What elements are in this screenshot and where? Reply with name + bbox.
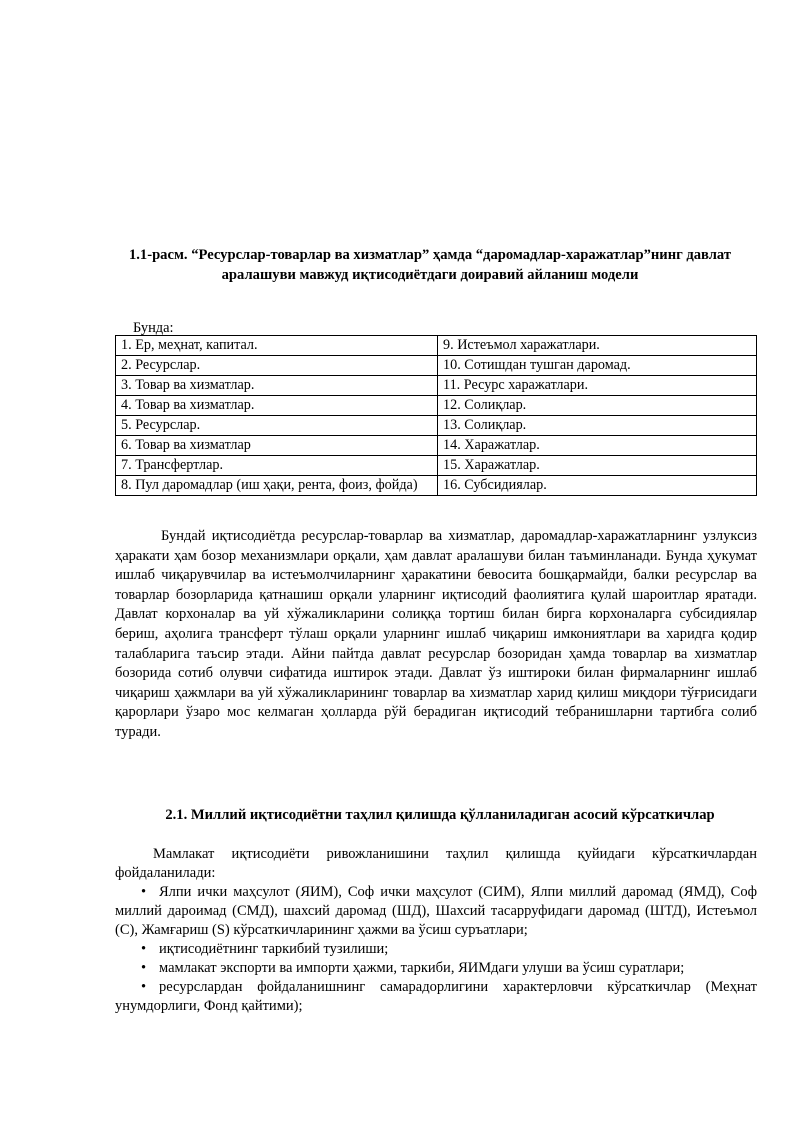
legend-cell: 6. Товар ва хизматлар [116, 436, 438, 456]
bullet-icon: • [141, 960, 147, 976]
table-row [116, 456, 757, 476]
bullet-icon: • [141, 884, 147, 900]
list-item-text: Ялпи ички маҳсулот (ЯИМ), Соф ички маҳсулот (СИМ), Ялпи миллий даромад (ЯМД), Соф миллий дароимад (СМД), шахсий даромад (ШД), Шахсий тасарруфидаги даромад (ШТД), Истеъмол (С), Жамғариш (S) кўрсаткичларининг ҳажми ва ўсиш суръатлари; [115, 884, 757, 938]
list-item [115, 959, 757, 978]
legend-cell: 2. Ресурслар. [116, 356, 438, 376]
legend-cell: 15. Харажатлар. [438, 456, 757, 476]
bullet-icon: • [141, 941, 147, 957]
legend-cell: 3. Товар ва хизматлар. [116, 376, 438, 396]
list-item-text: иқтисодиётнинг таркибий тузилиши; [159, 941, 389, 957]
legend-cell: 10. Сотишдан тушган даромад. [438, 356, 757, 376]
list-item [115, 940, 757, 959]
table-row [116, 476, 757, 496]
legend-cell: 11. Ресурс харажатлари. [438, 376, 757, 396]
list-item [115, 978, 757, 1016]
legend-cell: 14. Харажатлар. [438, 436, 757, 456]
body-paragraph: Бундай иқтисодиётда ресурслар-товарлар ва хизматлар, даромадлар-харажатларнинг узлуксиз ҳаракати ҳам бозор механизмлари орқали, ҳам давлат аралашуви билан таъминланади. Бунда ҳукумат ишлаб чиқарувчилар ва истеъмолчиларнинг ҳаракатини бевосита бошқармайди, балки ресурслар ва товарлар бозорларида қатнашиш орқали уларнинг иқтисодий фаолиятига қулай шароитлар яратади. Давлат корхоналар ва уй хўжаликларини солиққа тортиш билан бирга корхоналарга субсидиялар бериш, аҳолига трансферт тўлаш орқали уларнинг ишлаб чиқариш имкониятлари ва харидга қодир талабларига таъсир этади. Айни пайтда давлат ресурслар бозоридан ҳамда товарлар ва хизматлар бозорида сотиб олувчи сифатида иштирок этади. Давлат ўз иштироки билан фирмаларнинг ишлаб чиқариш ҳажмлари ва уй хўжаликларининг товарлар ва хизматлар харид қилиш миқдори тўғрисидаги қарорлари ўзаро мос келмаган ҳолларда рўй берадиган иқтисодий тебранишларни тартибга солиб туради. [115, 528, 757, 740]
legend-cell: 7. Трансфертлар. [116, 456, 438, 476]
legend-cell: 16. Субсидиялар. [438, 476, 757, 496]
legend-cell: 9. Истеъмол харажатлари. [438, 336, 757, 356]
indicator-list [115, 883, 757, 1016]
legend-table [115, 335, 757, 496]
bullet-icon: • [141, 979, 147, 995]
list-item-text: ресурслардан фойдаланишнинг самарадорлигини характерловчи кўрсаткичлар (Меҳнат унумдорлиги, Фонд қайтими); [115, 979, 757, 1014]
legend-cell: 1. Ер, меҳнат, капитал. [116, 336, 438, 356]
table-row [116, 416, 757, 436]
table-row [116, 396, 757, 416]
table-row [116, 356, 757, 376]
legend-cell: 13. Солиқлар. [438, 416, 757, 436]
legend-cell: 8. Пул даромадлар (иш ҳақи, рента, фоиз, фойда) [116, 476, 438, 496]
legend-cell: 4. Товар ва хизматлар. [116, 396, 438, 416]
legend-cell: 5. Ресурслар. [116, 416, 438, 436]
table-row [116, 336, 757, 356]
list-item [115, 883, 757, 940]
table-row [116, 436, 757, 456]
figure-caption: 1.1-расм. “Ресурслар-товарлар ва хизматлар” ҳамда “даромадлар-харажатлар”нинг давлат аралашуви мавжуд иқтисодиётдаги доиравий айланиш модели [128, 247, 732, 283]
legend-intro: Бунда: [133, 320, 174, 336]
table-row [116, 376, 757, 396]
section-title: 2.1. Миллий иқтисодиётни таҳлил қилишда қўлланиладиган асосий кўрсаткичлар [165, 807, 715, 823]
list-item-text: мамлакат экспорти ва импорти ҳажми, таркиби, ЯИМдаги улуши ва ўсиш суратлари; [159, 960, 685, 976]
legend-cell: 12. Солиқлар. [438, 396, 757, 416]
intro-paragraph: Мамлакат иқтисодиёти ривожланишини таҳлил қилишда қуйидаги кўрсаткичлардан фойдаланилади: [115, 846, 757, 881]
